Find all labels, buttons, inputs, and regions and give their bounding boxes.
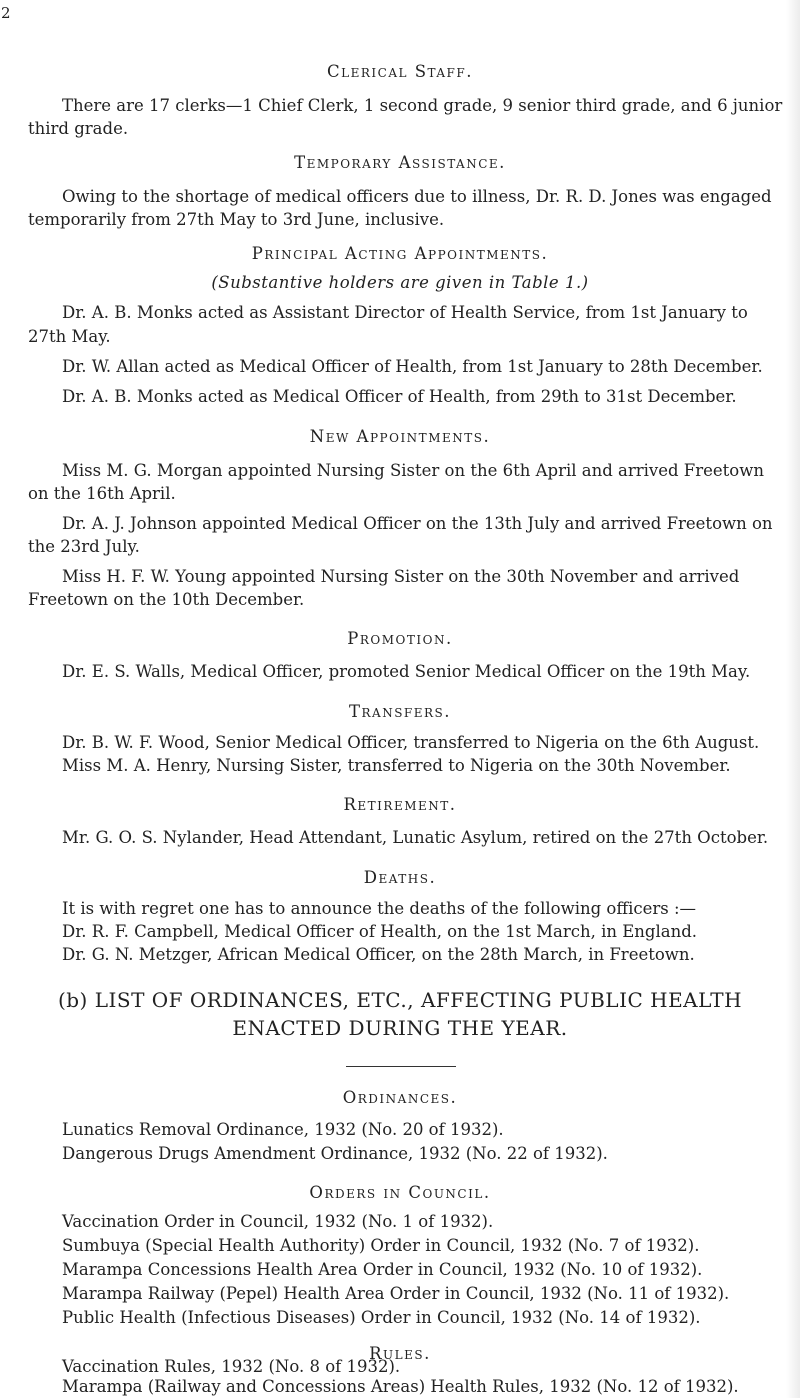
temporary-line-2: temporarily from 27th May to 3rd June, inclusive. [28,210,445,229]
transfers-line-1: Dr. B. W. F. Wood, Senior Medical Officer, transferred to Nigeria on the 6th August. [62,733,760,752]
clerical-line-1: There are 17 clerks—1 Chief Clerk, 1 second grade, 9 senior third grade, and 6 junior [62,96,783,115]
temporary-line-1: Owing to the shortage of medical officers due to illness, Dr. R. D. Jones was engaged [62,187,772,206]
acting-line-3: Dr. W. Allan acted as Medical Officer of Health, from 1st January to 28th December. [62,357,763,376]
retirement-heading: Retirement. [343,795,457,814]
deaths-line-1: It is with regret one has to announce the deaths of the following officers :— [62,899,697,918]
orders-line-5: Public Health (Infectious Diseases) Order in Council, 1932 (No. 14 of 1932). [62,1308,701,1327]
new-appointments-line-3: Dr. A. J. Johnson appointed Medical Officer on the 13th July and arrived Freetown on [62,514,773,533]
new-appointments-line-1: Miss M. G. Morgan appointed Nursing Sister on the 6th April and arrived Freetown [62,461,764,480]
rules-heading: Rules. [369,1344,431,1363]
new-appointments-line-2: on the 16th April. [28,484,176,503]
clerical-line-2: third grade. [28,119,129,138]
temporary-heading: Temporary Assistance. [294,153,506,172]
acting-line-4: Dr. A. B. Monks acted as Medical Officer of Health, from 29th to 31st December. [62,387,737,406]
acting-note: (Substantive holders are given in Table 1.) [211,273,589,292]
orders-line-1: Vaccination Order in Council, 1932 (No. 1 of 1932). [62,1212,494,1231]
orders-line-2: Sumbuya (Special Health Authority) Order in Council, 1932 (No. 7 of 1932). [62,1236,700,1255]
section-b-title-line-1: (b) LIST OF ORDINANCES, ETC., AFFECTING PUBLIC HEALTH [57,988,743,1012]
deaths-heading: Deaths. [363,868,437,887]
new-appointments-heading: New Appointments. [309,427,491,446]
section-b-title-line-2: ENACTED DURING THE YEAR. [232,1016,568,1040]
new-appointments-line-6: Freetown on the 10th December. [28,590,305,609]
ordinances-line-1: Lunatics Removal Ordinance, 1932 (No. 20 of 1932). [62,1120,504,1139]
acting-line-2: 27th May. [28,327,111,346]
ordinances-line-2: Dangerous Drugs Amendment Ordinance, 1932 (No. 22 of 1932). [62,1144,608,1163]
acting-heading: Principal Acting Appointments. [251,244,549,263]
rules-line-2: Marampa (Railway and Concessions Areas) Health Rules, 1932 (No. 12 of 1932). [62,1377,739,1396]
transfers-line-2: Miss M. A. Henry, Nursing Sister, transferred to Nigeria on the 30th November. [62,756,731,775]
clerical-heading: Clerical Staff. [327,62,473,81]
orders-heading: Orders in Council. [309,1183,491,1202]
orders-line-4: Marampa Railway (Pepel) Health Area Order in Council, 1932 (No. 11 of 1932). [62,1284,730,1303]
new-appointments-line-5: Miss H. F. W. Young appointed Nursing Sister on the 30th November and arrived [62,567,740,586]
rules-line-1: Vaccination Rules, 1932 (No. 8 of 1932). [62,1357,401,1376]
orders-line-3: Marampa Concessions Health Area Order in Council, 1932 (No. 10 of 1932). [62,1260,703,1279]
deaths-line-2: Dr. R. F. Campbell, Medical Officer of Health, on the 1st March, in England. [62,922,698,941]
promotion-line-1: Dr. E. S. Walls, Medical Officer, promoted Senior Medical Officer on the 19th May. [62,662,751,681]
retirement-line-1: Mr. G. O. S. Nylander, Head Attendant, Lunatic Asylum, retired on the 27th October. [62,828,769,847]
transfers-heading: Transfers. [348,702,451,721]
promotion-heading: Promotion. [347,629,453,648]
section-divider [346,1066,456,1067]
page-number: 2 [1,4,11,22]
acting-line-1: Dr. A. B. Monks acted as Assistant Director of Health Service, from 1st January to [62,303,748,322]
deaths-line-3: Dr. G. N. Metzger, African Medical Officer, on the 28th March, in Freetown. [62,945,695,964]
new-appointments-line-4: the 23rd July. [28,537,140,556]
ordinances-heading: Ordinances. [342,1088,458,1107]
